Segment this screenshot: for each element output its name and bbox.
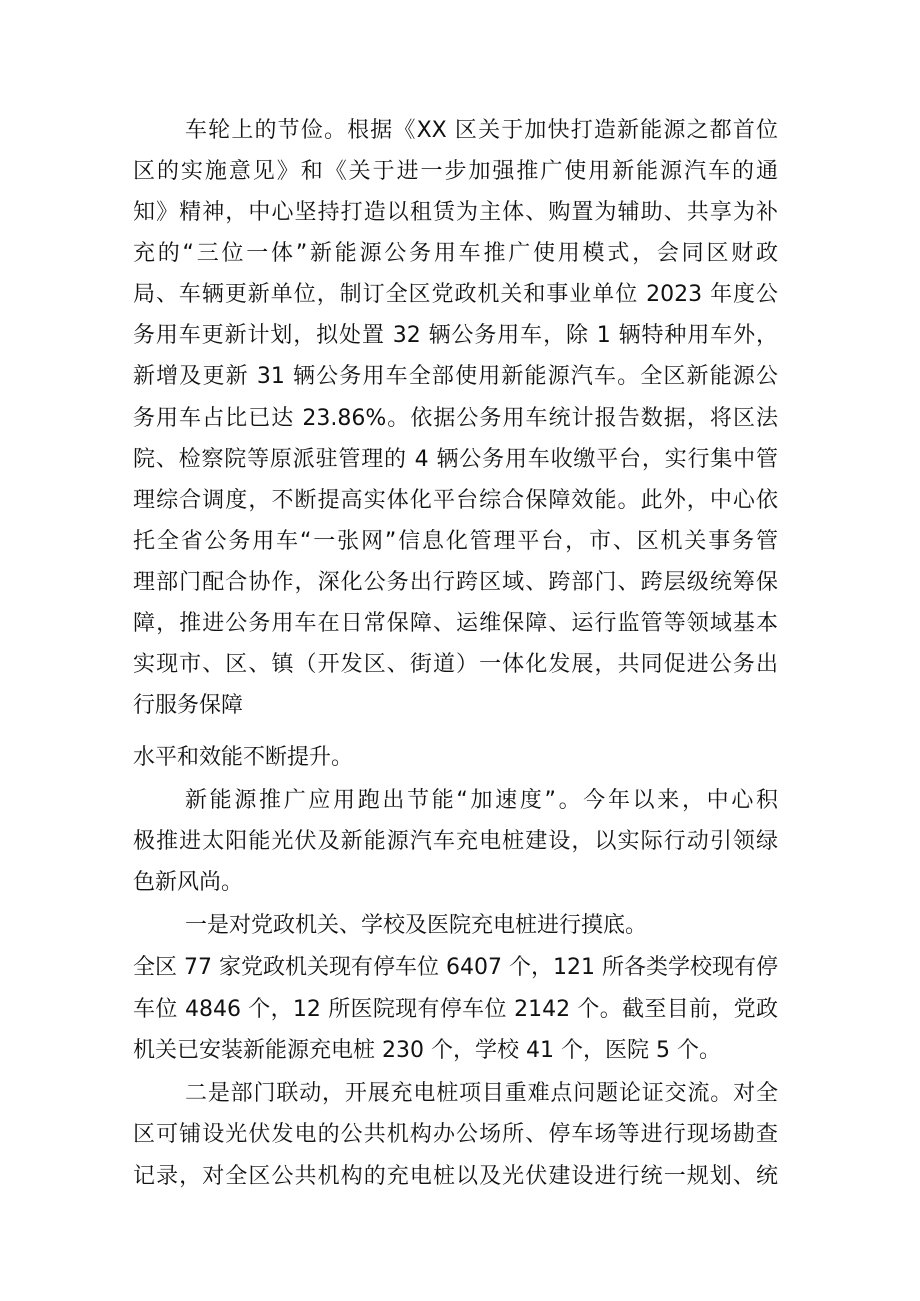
paragraph-line: 新能源推广应用跑出节能“加速度”。今年以来，中心积 — [185, 788, 778, 813]
paragraph-line: 托全省公务用车“一张网”信息化管理平台，市、区机关事务管 — [133, 529, 778, 554]
paragraph-line: 记录，对全区公共机构的充电桩以及光伏建设进行统一规划、统 — [133, 1164, 778, 1189]
paragraph-line: 车轮上的节俭。根据《XX 区关于加快打造新能源之都首位 — [185, 118, 778, 143]
paragraph-line: 行服务保障 — [133, 693, 244, 718]
paragraph-line: 知》精神，中心坚持打造以租赁为主体、购置为辅助、共享为补 — [133, 200, 778, 225]
paragraph-line: 务用车占比已达 23.86%。依据公务用车统计报告数据，将区法 — [133, 406, 778, 431]
paragraph-line: 障，推进公务用车在日常保障、运维保障、运行监管等领域基本 — [133, 611, 778, 636]
paragraph-line: 务用车更新计划，拟处置 32 辆公务用车，除 1 辆特种用车外， — [133, 323, 778, 348]
paragraph-line: 院、检察院等原派驻管理的 4 辆公务用车收缴平台，实行集中管 — [133, 447, 778, 472]
paragraph-line: 水平和效能不断提升。 — [133, 745, 354, 770]
paragraph-line: 理部门配合协作，深化公务出行跨区域、跨部门、跨层级统筹保 — [133, 570, 778, 595]
paragraph-line: 色新风尚。 — [133, 870, 244, 895]
paragraph-line: 全区 77 家党政机关现有停车位 6407 个，121 所各类学校现有停 — [133, 955, 778, 980]
paragraph-line: 局、车辆更新单位，制订全区党政机关和事业单位 2023 年度公 — [133, 282, 778, 307]
paragraph-line: 区可铺设光伏发电的公共机构办公场所、停车场等进行现场勘查 — [133, 1122, 778, 1147]
paragraph-line: 车位 4846 个，12 所医院现有停车位 2142 个。截至目前，党政 — [133, 997, 778, 1022]
paragraph-line: 新增及更新 31 辆公务用车全部使用新能源汽车。全区新能源公 — [133, 364, 778, 389]
paragraph-line: 实现市、区、镇（开发区、街道）一体化发展，共同促进公务出 — [133, 652, 778, 677]
paragraph-line: 二是部门联动，开展充电桩项目重难点问题论证交流。对全 — [185, 1081, 778, 1106]
paragraph-line: 区的实施意见》和《关于进一步加强推广使用新能源汽车的通 — [133, 159, 778, 184]
paragraph-line: 机关已安装新能源充电桩 230 个，学校 41 个，医院 5 个。 — [133, 1038, 721, 1063]
paragraph-line: 充的“三位一体”新能源公务用车推广使用模式，会同区财政 — [133, 241, 778, 266]
paragraph-line: 极推进太阳能光伏及新能源汽车充电桩建设，以实际行动引领绿 — [133, 829, 778, 854]
paragraph-line: 理综合调度，不断提高实体化平台综合保障效能。此外，中心依 — [133, 488, 778, 513]
paragraph-line: 一是对党政机关、学校及医院充电桩进行摸底。 — [185, 913, 648, 938]
